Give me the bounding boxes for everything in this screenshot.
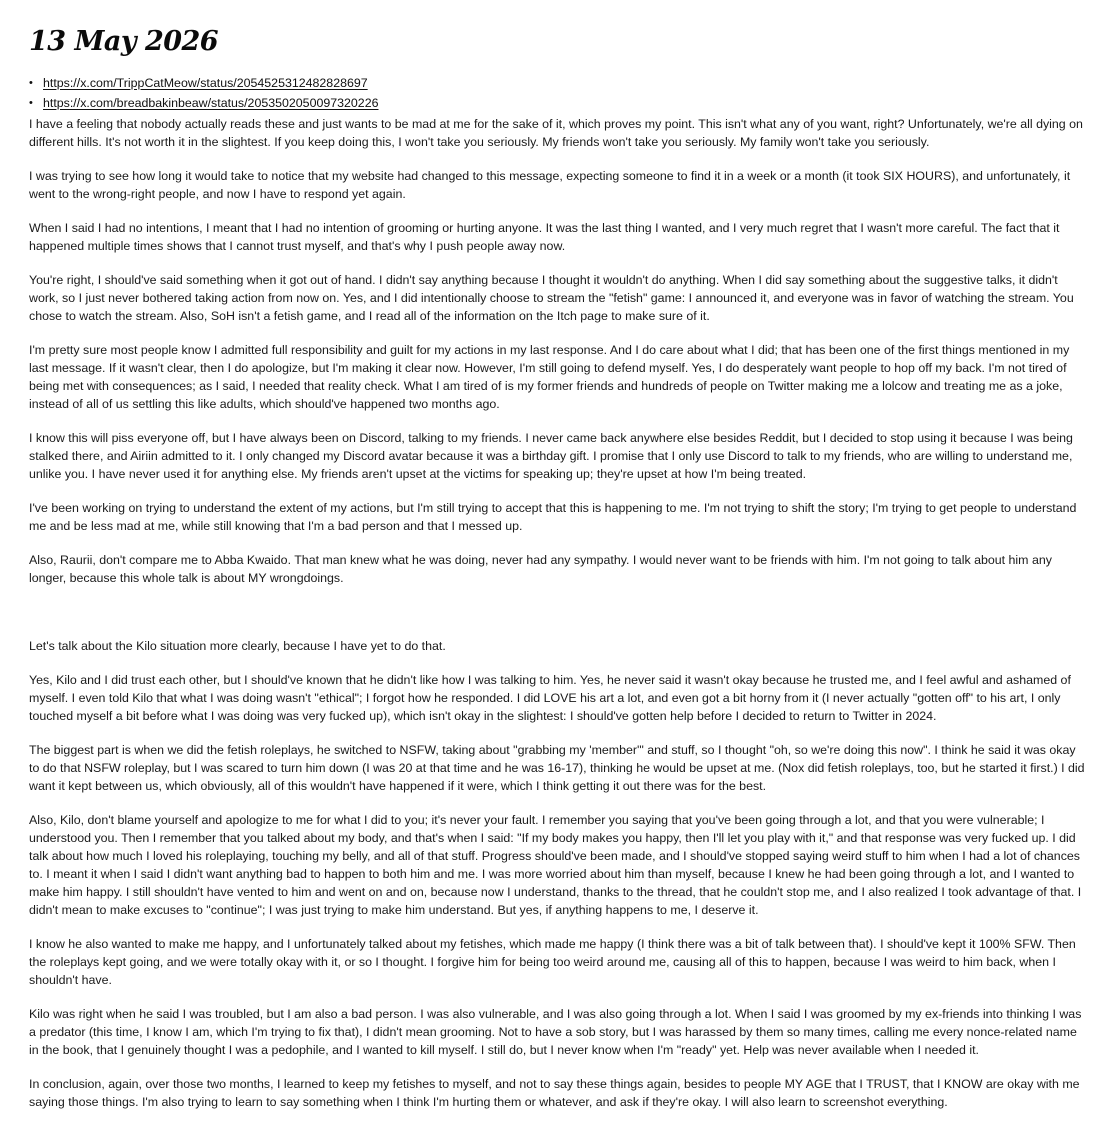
paragraph: I know this will piss everyone off, but I have always been on Discord, talking to my friends. I never came back anywhere else besides Reddit, but I decided to stop using it because I was being stalked there, and Airiin admitted to it. I only changed my Discord avatar because it was a birthday gift. I promise that I only use Discord to talk to my friends, who are willing to understand me, unlike you. I have never used it for anything else. My friends aren't upset at the victims for speaking up; they're upset at how I'm being treated. [29, 431, 1073, 481]
paragraph: I've been working on trying to understand the extent of my actions, but I'm still trying to accept that this is happening to me. I'm not trying to shift the story; I'm trying to get people to understand me and be less mad at me, while still knowing that I'm a bad person and that I messed up. [29, 501, 1077, 533]
paragraph: I know he also wanted to make me happy, and I unfortunately talked about my fetishes, which made me happy (I think there was a bit of talk between that). I should've kept it 100% SFW. Then the roleplays kept going, and we were totally okay with it, or so I thought. I forgive him for being too weird around me, causing all of this to happen, because I was weird to him back, when I shouldn't have. [29, 937, 1076, 987]
paragraph: You're right, I should've said something when it got out of hand. I didn't say anything because I thought it wouldn't do anything. When I did say something about the suggestive talks, it didn't work, so I just never bothered taking action from now on. Yes, and I did intentionally choose to stream the "fetish" game: I announced it, and everyone was in favor of watching the stream. You chose to watch the stream. Also, SoH isn't a fetish game, and I read all of the information on the Itch page to make sure of it. [29, 273, 1074, 323]
paragraph: Also, Kilo, don't blame yourself and apologize to me for what I did to you; it's never your fault. I remember you saying that you've been going through a lot, and that you were vulnerable; I understood you. Then I remember that you talked about my body, and that's when I said: "If my body makes you happy, then I'll let you play with it," and that response was very fucked up. I did talk about how much I loved his roleplaying, touching my belly, and all of that stuff. Progress should've been made, and I should've stopped saying weird stuff to him when I had a lot of chances to. I meant it when I said I didn't want anything bad to happen to both him and me. I was more worried about him than myself, because I knew he had been going through a lot, and I wanted to make him happy. I still shouldn't have vented to him and went on and on, because now I understand, thanks to the thread, that he couldn't stop me, and I also realized I took advantage of that. I didn't mean to make excuses to "continue"; I was just trying to make him understand. But yes, if anything happens to me, I deserve it. [29, 813, 1082, 917]
paragraph: I'm pretty sure most people know I admitted full responsibility and guilt for my actions in my last response. And I do care about what I did; that has been one of the first things mentioned in my last message. If it wasn't clear, then I do apologize, but I'm making it clear now. However, I'm still going to defend myself. Yes, I do desperately want people to hop off my back. I'm not tired of being met with consequences; as I said, I needed that reality check. What I am tired of is my former friends and hundreds of people on Twitter making me a lolcow and treating me as a joke, instead of all of us settling this like adults, which should've happened two months ago. [29, 343, 1070, 411]
paragraph: Let's talk about the Kilo situation more clearly, because I have yet to do that. [29, 639, 446, 653]
body-text [29, 115, 1089, 1111]
list-item [29, 93, 1089, 113]
link-list [29, 73, 1089, 113]
link[interactable]: https://x.com/TrippCatMeow/status/2054525312482828697 [43, 76, 368, 90]
paragraph: Also, Raurii, don't compare me to Abba Kwaido. That man knew what he was doing, never had any sympathy. I would never want to be friends with him. I'm not going to talk about him any longer, because this whole talk is about MY wrongdoings. [29, 553, 1052, 585]
list-item [29, 73, 1089, 93]
document-page [29, 24, 1089, 1127]
paragraph: When I said I had no intentions, I meant that I had no intention of grooming or hurting anyone. It was the last thing I wanted, and I very much regret that I wasn't more careful. The fact that it happened multiple times shows that I cannot trust myself, and that's why I push people away now. [29, 221, 1060, 253]
section-gap [29, 603, 1089, 637]
link[interactable]: https://x.com/breadbakinbeaw/status/2053502050097320226 [43, 96, 379, 110]
paragraph: Kilo was right when he said I was troubled, but I am also a bad person. I was also vulnerable, and I was also going through a lot. When I said I was groomed by my ex-friends into thinking I was a predator (this time, I know I am, which I'm trying to fix that), I didn't mean grooming. Not to have a sob story, but I was harassed by them so many times, calling me every nonce-related name in the book, that I genuinely thought I was a pedophile, and I wanted to kill myself. I still do, but I never know when I'm "ready" yet. Help was never available when I needed it. [29, 1007, 1082, 1057]
paragraph: Yes, Kilo and I did trust each other, but I should've known that he didn't like how I was talking to him. Yes, he never said it wasn't okay because he trusted me, and I feel awful and ashamed of myself. I even told Kilo that what I was doing wasn't "ethical"; I forgot how he responded. I did LOVE his art a lot, and even got a bit horny from it (I never actually "gotten off" to his art, I only touched myself a bit before what I was doing was very fucked up), which isn't okay in the slightest: I should've gotten help before I decided to return to Twitter in 2024. [29, 673, 1071, 723]
paragraph: The biggest part is when we did the fetish roleplays, he switched to NSFW, taking about "grabbing my 'member'" and stuff, so I thought "oh, so we're doing this now". I think he said it was okay to do that NSFW roleplay, but I was scared to turn him down (I was 20 at that time and he was 16-17), thinking he would be upset at me. (Nox did fetish roleplays, too, but he started it first.) I did want it kept between us, which obviously, all of this wouldn't have happened if it were, which I think getting it out there was for the best. [29, 743, 1085, 793]
page-title: 13 May 2026 [29, 26, 219, 57]
paragraph: I was trying to see how long it would take to notice that my website had changed to this message, expecting someone to find it in a week or a month (it took SIX HOURS), and unfortunately, it went to the wrong-right people, and now I have to respond yet again. [29, 169, 1071, 201]
paragraph: In conclusion, again, over those two months, I learned to keep my fetishes to myself, and not to say these things again, besides to people MY AGE that I TRUST, that I KNOW are okay with me saying those things. I'm also trying to learn to say something when I think I'm hurting them or whatever, and ask if they're okay. I will also learn to screenshot everything. [29, 1077, 1080, 1109]
paragraph: I have a feeling that nobody actually reads these and just wants to be mad at me for the sake of it, which proves my point. This isn't what any of you want, right? Unfortunately, we're all dying on different hills. It's not worth it in the slightest. If you keep doing this, I won't take you seriously. My friends won't take you seriously. My family won't take you seriously. [29, 117, 1083, 149]
